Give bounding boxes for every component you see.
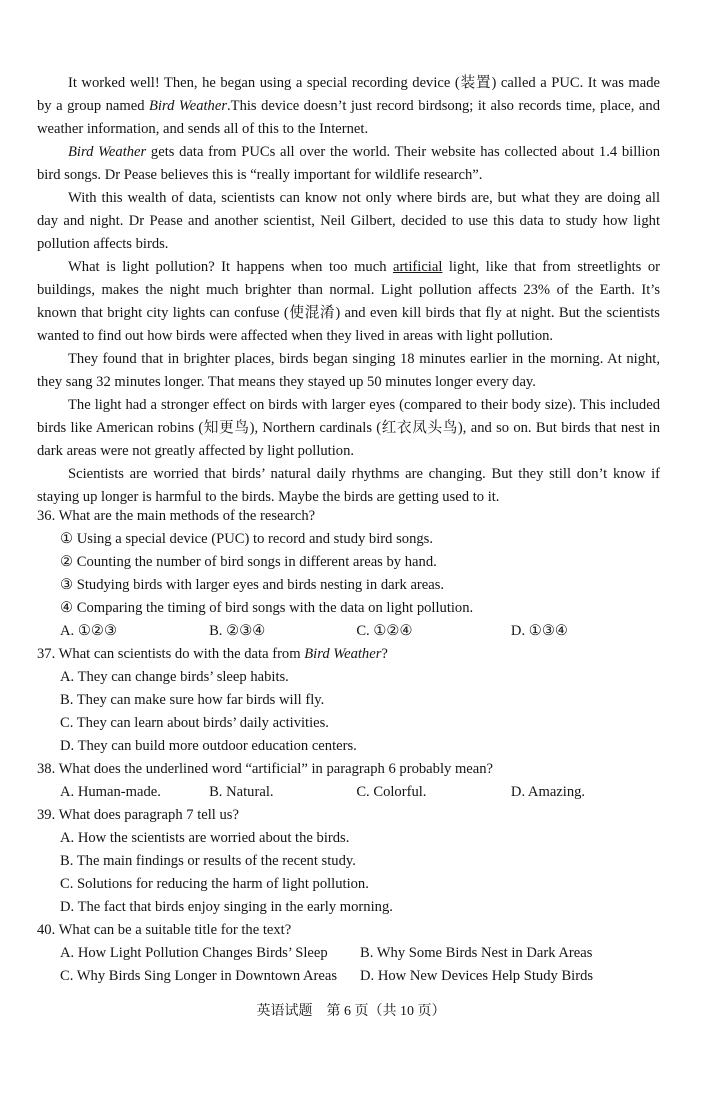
question-40-option-b[interactable]: B. Why Some Birds Nest in Dark Areas <box>360 945 593 961</box>
paragraph-3: With this wealth of data, scientists can know not only where birds are, but what they are doing all day and night. Dr Pease and another scientist, Neil Gilbert, decided to use this data to study how light pollution affects birds. <box>37 190 660 252</box>
paragraph-6: The light had a stronger effect on birds with larger eyes (compared to their body size). This included birds like American robins (知更鸟), Northern cardinals (红衣凤头鸟), and so on. But birds that nest in dark areas were not greatly affected by light pollution. <box>37 397 660 459</box>
paragraph-4: What is light pollution? It happens when too much artificial light, like that from streetlights or buildings, makes the night much brighter than normal. Light pollution affects 23% of the Earth. It’s known that bright city lights can confuse (使混淆) and even kill birds that fly at night. But the scientists wanted to find out how birds were affected when they lived in areas with light pollution. <box>37 259 660 344</box>
question-40-option-d[interactable]: D. How New Devices Help Study Birds <box>360 968 594 984</box>
question-37-option-d[interactable]: D. They can build more outdoor education centers. <box>60 738 357 754</box>
question-36-option-a[interactable]: A. ①②③ <box>60 623 118 639</box>
paragraph-5: They found that in brighter places, birds began singing 18 minutes earlier in the morning. At night, they sang 32 minutes longer. That means they stayed up 50 minutes longer every day. <box>37 351 660 390</box>
bird-weather-name: Bird Weather <box>149 98 228 114</box>
question-list <box>37 505 660 988</box>
question-39-option-d[interactable]: D. The fact that birds enjoy singing in the early morning. <box>60 899 393 915</box>
question-36-options <box>60 620 660 643</box>
question-36-item: ② Counting the number of bird songs in different areas by hand. <box>60 554 437 570</box>
question-40-options-row-2 <box>60 965 660 988</box>
underlined-word-artificial: artificial <box>392 259 443 275</box>
question-40-options-row-1 <box>60 942 660 965</box>
question-40-stem: 40. What can be a suitable title for the text? <box>37 922 292 938</box>
bird-weather-name: Bird Weather <box>68 144 147 160</box>
question-36-item: ① Using a special device (PUC) to record and study bird songs. <box>60 531 433 547</box>
question-39-stem: 39. What does paragraph 7 tell us? <box>37 807 239 823</box>
question-36-option-b[interactable]: B. ②③④ <box>209 623 266 639</box>
question-37-option-b[interactable]: B. They can make sure how far birds will fly. <box>60 692 325 708</box>
question-38-stem: 38. What does the underlined word “artificial” in paragraph 6 probably mean? <box>37 761 494 777</box>
question-38-option-b[interactable]: B. Natural. <box>209 784 274 800</box>
question-40-option-a[interactable]: A. How Light Pollution Changes Birds’ Sleep <box>60 945 328 961</box>
question-39-option-a[interactable]: A. How the scientists are worried about the birds. <box>60 830 350 846</box>
question-38-options <box>60 781 660 804</box>
question-36-item: ④ Comparing the timing of bird songs with the data on light pollution. <box>60 600 474 616</box>
question-37-option-a[interactable]: A. They can change birds’ sleep habits. <box>60 669 289 685</box>
paragraph-7: Scientists are worried that birds’ natural daily rhythms are changing. But they still don’t know if staying up longer is harmful to the birds. Maybe the birds are getting used to it. <box>37 466 660 505</box>
question-36-item: ③ Studying birds with larger eyes and birds nesting in dark areas. <box>60 577 445 593</box>
paragraph-2: Bird Weather gets data from PUCs all over the world. Their website has collected about 1.4 billion bird songs. Dr Pease believes this is “really important for wildlife research”. <box>37 144 660 183</box>
question-37-option-c[interactable]: C. They can learn about birds’ daily activities. <box>60 715 329 731</box>
page-footer: 英语试题 第 6 页（共 10 页） <box>256 1004 446 1019</box>
question-38-option-a[interactable]: A. Human-made. <box>60 784 161 800</box>
question-39-option-b[interactable]: B. The main findings or results of the recent study. <box>60 853 356 869</box>
question-38-option-d[interactable]: D. Amazing. <box>510 784 586 800</box>
paragraph-1: It worked well! Then, he began using a special recording device (装置) called a PUC. It was made by a group named Bird Weather.This device doesn’t just record birdsong; it also records time, place, and weather information, and sends all of this to the Internet. <box>37 75 660 137</box>
question-36-option-d[interactable]: D. ①③④ <box>510 623 568 639</box>
question-38-option-c[interactable]: C. Colorful. <box>356 784 427 800</box>
question-39-option-c[interactable]: C. Solutions for reducing the harm of light pollution. <box>60 876 369 892</box>
question-37-stem: 37. What can scientists do with the data from Bird Weather? <box>37 646 388 662</box>
question-40-option-c[interactable]: C. Why Birds Sing Longer in Downtown Areas <box>60 968 337 984</box>
question-36-option-c[interactable]: C. ①②④ <box>356 623 413 639</box>
question-36-stem: 36. What are the main methods of the research? <box>37 508 316 524</box>
reading-passage <box>37 72 660 509</box>
